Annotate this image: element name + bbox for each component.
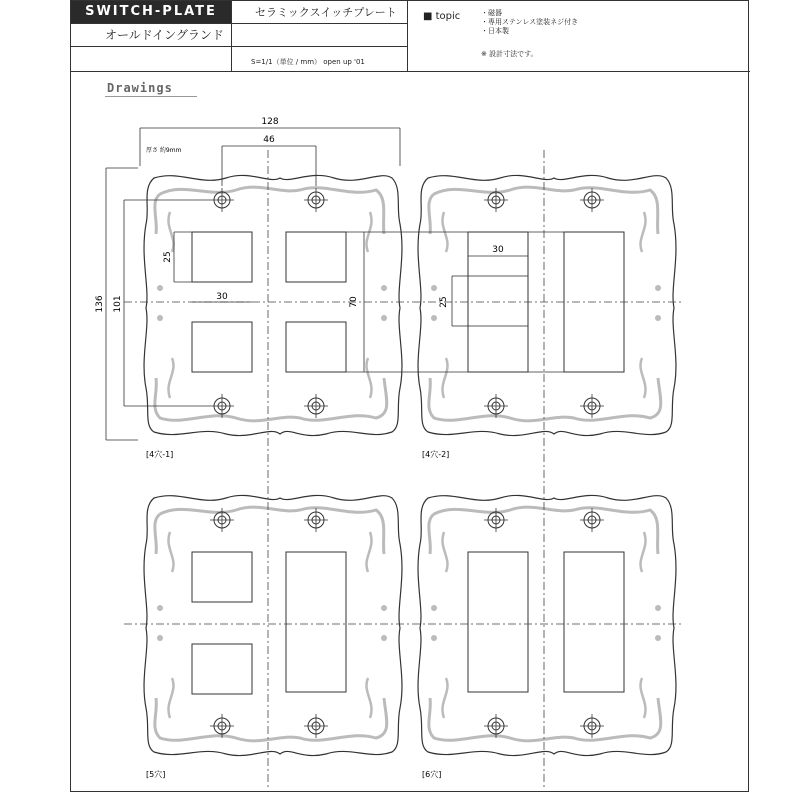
plate-5hole <box>144 495 402 755</box>
plate-4hole-1 <box>144 175 402 435</box>
topic-item: ・日本製 <box>481 27 509 35</box>
switch-opening <box>286 322 346 372</box>
screw-hole-icon <box>304 714 328 738</box>
switch-opening <box>192 322 252 372</box>
screw-hole-icon <box>580 508 604 532</box>
plate-label: [4穴-2] <box>422 450 450 459</box>
topic-item: ・磁器 <box>481 9 502 17</box>
series-name: オールドイングランド <box>105 28 224 42</box>
switch-opening <box>286 232 346 282</box>
dim-hole-pitch: 46 <box>263 135 275 145</box>
dim-opening-width: 30 <box>216 292 228 302</box>
dim-opening-width-2: 30 <box>492 245 504 255</box>
screw-hole-icon <box>304 188 328 212</box>
plate-6hole <box>418 495 676 755</box>
plate-4hole-2 <box>418 175 676 435</box>
dim-opening-height: 25 <box>163 251 173 263</box>
plate-outline <box>418 495 676 755</box>
screw-hole-icon <box>580 714 604 738</box>
screw-hole-icon <box>304 394 328 418</box>
switch-opening <box>564 552 624 692</box>
screw-hole-icon <box>484 394 508 418</box>
screw-hole-icon <box>210 714 234 738</box>
plate-outline <box>144 495 402 755</box>
screw-hole-icon <box>580 394 604 418</box>
dim-opening-span: 70 <box>349 296 359 308</box>
switch-opening <box>468 552 528 692</box>
dim-screw-pitch: 101 <box>113 295 123 313</box>
product-type-title: SWITCH-PLATE <box>71 1 231 23</box>
scale-note: S=1/1（単位 / mm） open up '01 <box>251 58 365 66</box>
dim-overall-height: 136 <box>95 295 105 313</box>
design-note: ※ 設計寸法です。 <box>481 50 538 58</box>
switch-opening <box>192 552 252 602</box>
switch-opening <box>192 232 252 282</box>
plate-outline <box>418 175 676 435</box>
product-name: セラミックスイッチプレート <box>255 6 397 19</box>
topic-item: ・専用ステンレス塗装ネジ付き <box>481 18 579 26</box>
screw-hole-icon <box>484 714 508 738</box>
dim-overall-width: 128 <box>261 117 279 127</box>
plate-label: [6穴] <box>422 770 442 779</box>
section-title: Drawings <box>107 81 173 95</box>
screw-hole-icon <box>304 508 328 532</box>
plate-label: [4穴-1] <box>146 450 174 459</box>
plate-outline <box>144 175 402 435</box>
thickness-note: 厚さ 約9mm <box>146 147 182 154</box>
topic-label: ■ topic <box>423 11 461 22</box>
screw-hole-icon <box>580 188 604 212</box>
dim-opening-height-2: 25 <box>439 296 449 308</box>
switch-opening <box>192 644 252 694</box>
switch-opening <box>286 552 346 692</box>
plate-label: [5穴] <box>146 770 166 779</box>
screw-hole-icon <box>210 394 234 418</box>
